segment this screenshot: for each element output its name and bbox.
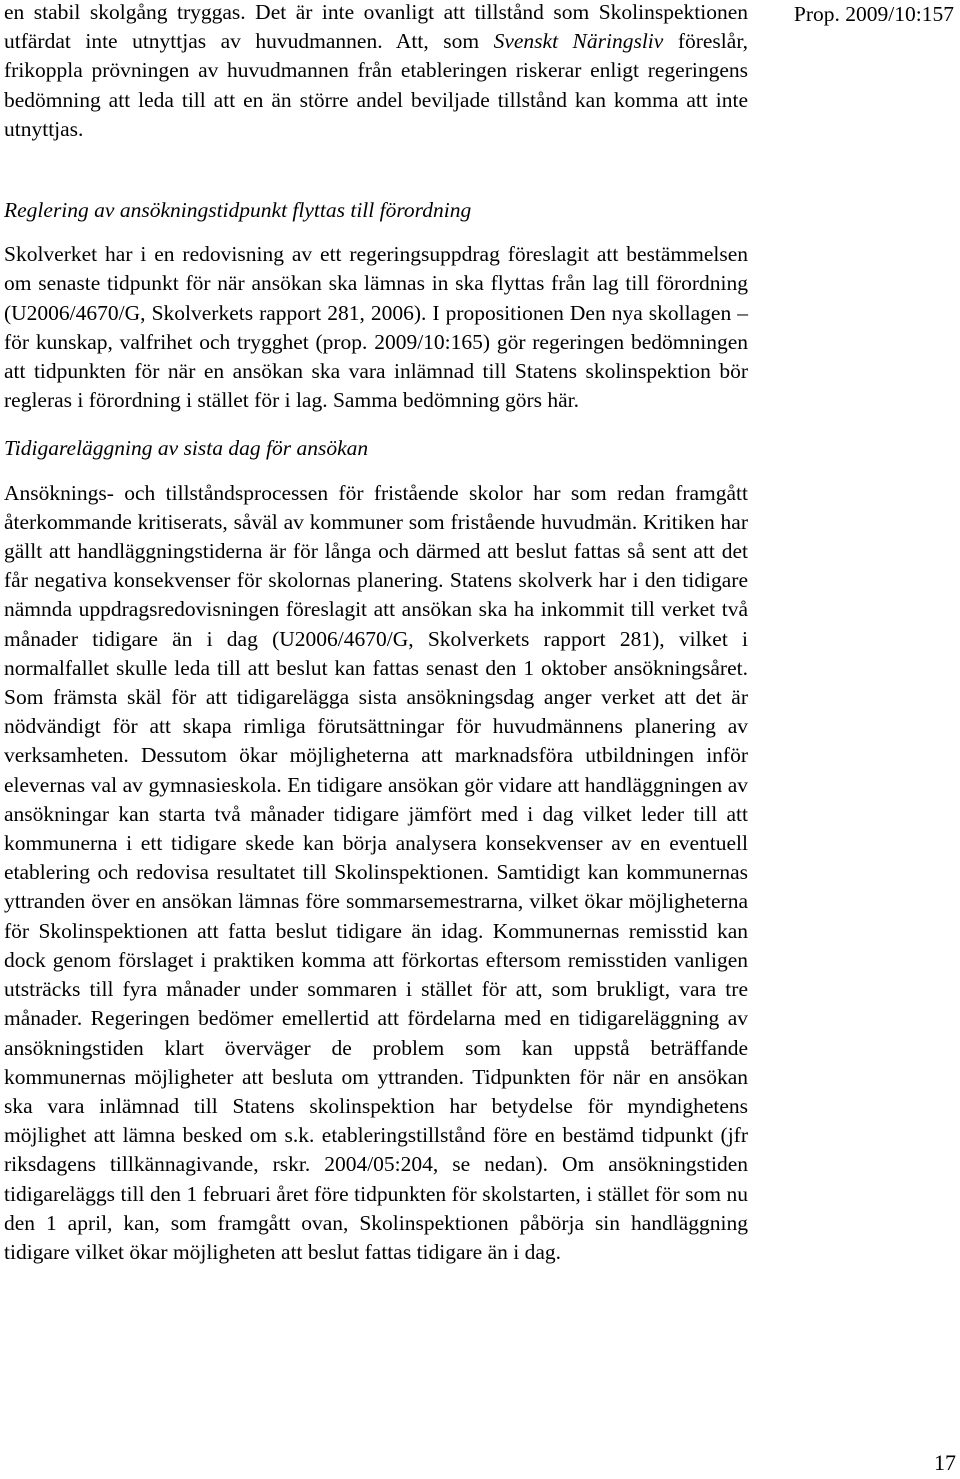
intro-text-part2: föreslår, frikoppla prövningen av huvudmannen från etableringen riskerar enligt regeringens bedömning att leda till att en än större andel beviljade tillstånd kan komma att inte utnyttjas.	[4, 29, 748, 141]
section-heading-reglering: Reglering av ansökningstidpunkt flyttas till förordning	[4, 198, 472, 223]
intro-text-part1: en stabil skolgång tryggas. Det är inte ovanligt att tillstånd som Skolinspektionen utfärdat inte utnyttjas av huvudmannen. Att, som	[4, 0, 748, 54]
text-column	[4, 0, 748, 1267]
section-heading-tidigarelaggning: Tidigareläggning av sista dag för ansökan	[4, 436, 369, 461]
proposition-reference: Prop. 2009/10:157	[793, 2, 954, 26]
page-number: 17	[934, 1450, 956, 1475]
section-body-tidigarelaggning: Ansöknings- och tillståndsprocessen för fristående skolor har som redan framgått återkommande kritiserats, såväl av kommuner som fristående huvudmän. Kritiken har gällt att handläggningstiderna är för långa och därmed att beslut fattas så sent att det får negativa konsekvenser för skolornas planering. Statens skolverk har i den tidigare nämnda uppdragsredovisningen föreslagit att ansökan ska ha inkommit till verket två månader tidigare än i dag (U2006/4670/G, Skolverkets rapport 281), vilket i normalfallet skulle leda till att beslut kan fattas senast den 1 oktober ansökningsåret. Som främsta skäl för att tidigarelägga sista ansökningsdag anger verket att det är nödvändigt för att skapa rimliga förutsättningar för huvudmännens planering av verksamheten. Dessutom ökar möjligheterna att marknadsföra utbildningen inför elevernas val av gymnasieskola. En tidigare ansökan gör vidare att handläggningen av ansökningar kan starta två månader tidigare jämfört med i dag vilket leder till att kommunerna i ett tidigare skede kan börja analysera konsekvenser av en eventuell etablering och redovisa resultatet till Skolinspektionen. Samtidigt kan kommunernas yttranden över en ansökan lämnas före sommarsemestrarna, vilket ökar möjligheterna för Skolinspektionen att fatta beslut tidigare än idag. Kommunernas remisstid kan dock genom förslaget i praktiken komma att förkortas eftersom remisstiden vanligen utsträcks till fyra månader under sommaren i stället för att, som brukligt, vara tre månader. Regeringen bedömer emellertid att fördelarna med en tidigareläggning av ansökningstiden klart överväger de problem som kan uppstå beträffande kommunernas möjligheter att besluta om yttranden. Tidpunkten för när en ansökan ska vara inlämnad till Statens skolinspektion har betydelse för myndighetens möjlighet att lämna besked om s.k. etableringstillstånd före en bestämd tidpunkt (jfr riksdagens tillkännagivande, rskr. 2004/05:204, se nedan). Om ansökningstiden tidigareläggs till den 1 februari året före tidpunkten för skolstarten, i stället för som nu den 1 april, kan, som framgått ovan, Skolinspektionen påbörja sin handläggning tidigare vilket ökar möjligheten att beslut fattas tidigare än i dag.	[4, 480, 748, 1264]
intro-org-name: Svenskt Näringsliv	[493, 29, 664, 54]
section-body-reglering: Skolverket har i en redovisning av ett regeringsuppdrag föreslagit att bestämmelsen om senaste tidpunkt för när ansökan ska lämnas in ska flyttas från lag till förordning (U2006/4670/G, Skolverkets rapport 281, 2006). I propositionen Den nya skollagen – för kunskap, valfrihet och trygghet (prop. 2009/10:165) gör regeringen bedömningen att tidpunkten för när en ansökan ska vara inlämnad till Statens skolinspektion bör regleras i förordning i stället för i lag. Samma bedömning görs här.	[4, 242, 748, 413]
intro-paragraph	[4, 0, 748, 144]
